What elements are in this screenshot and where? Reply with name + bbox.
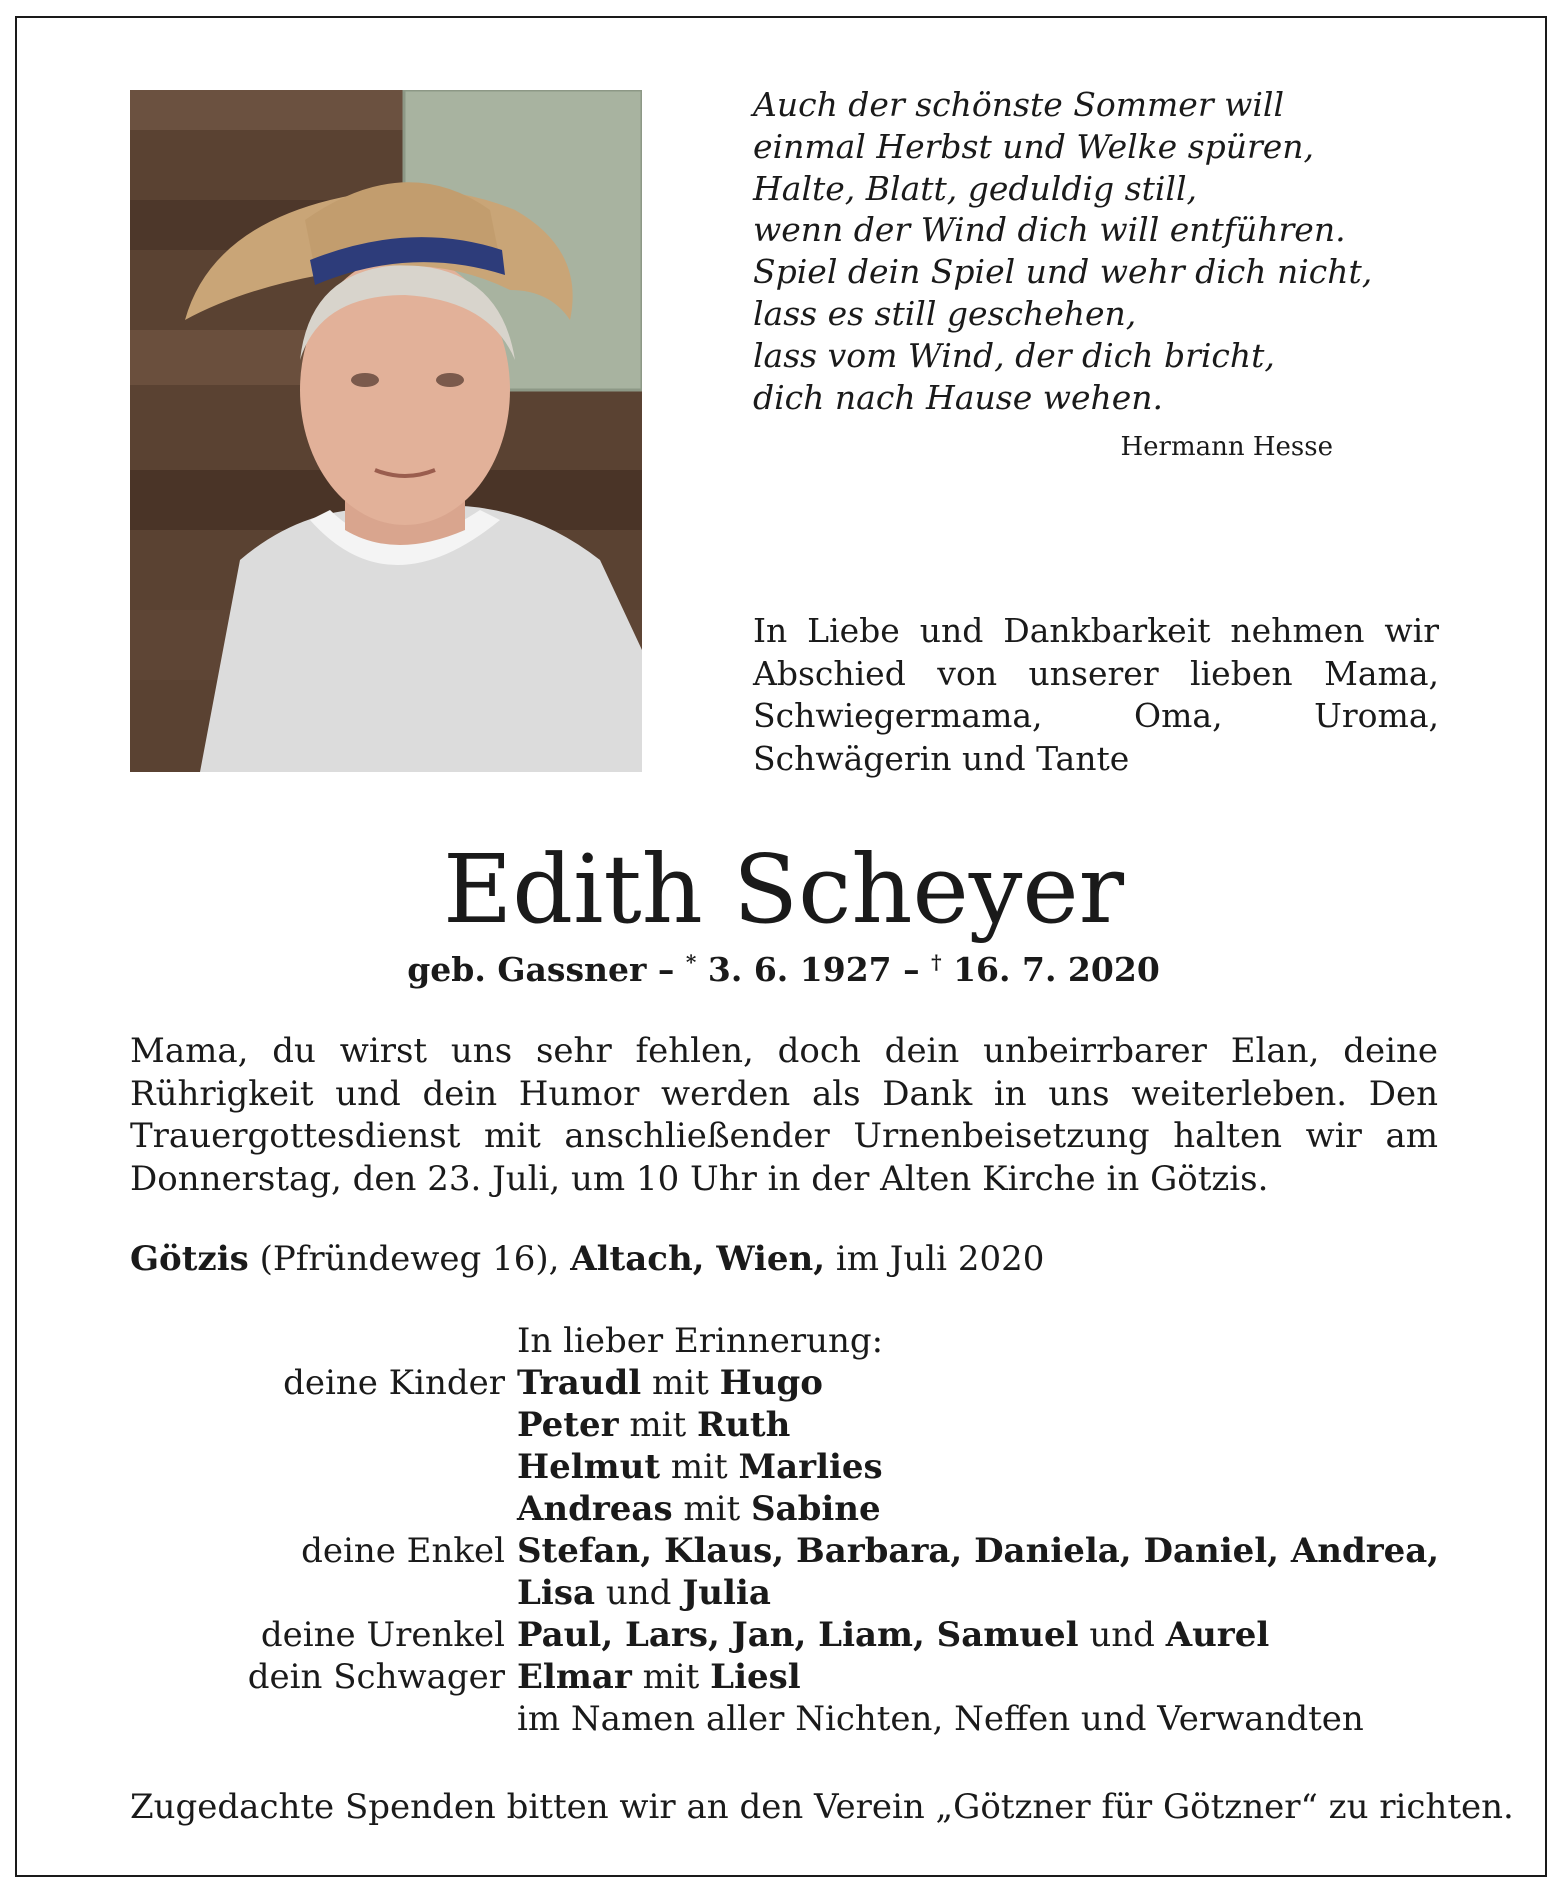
family-row — [130, 1656, 1440, 1698]
person-name: Lisa — [517, 1573, 595, 1613]
connector: und — [1089, 1615, 1155, 1655]
person-name: Elmar — [517, 1657, 632, 1697]
relation-label: dein Schwager — [247, 1657, 505, 1697]
poem — [753, 84, 1453, 418]
connector: mit — [629, 1405, 687, 1445]
poem-line: dich nach Hause wehen. — [753, 377, 1164, 417]
person-names: Paul, Lars, Jan, Liam, Samuel — [517, 1615, 1079, 1655]
poem-line: einmal Herbst und Welke spüren, — [753, 126, 1315, 166]
poem-line: lass es still geschehen, — [753, 293, 1137, 333]
died-symbol: † — [931, 950, 942, 974]
person-name: Sabine — [751, 1489, 881, 1529]
place-line — [130, 1238, 1438, 1280]
poem-line: lass vom Wind, der dich bricht, — [753, 335, 1275, 375]
relation-label: deine Enkel — [301, 1531, 505, 1571]
born-symbol: * — [685, 950, 697, 974]
person-name: Peter — [517, 1405, 619, 1445]
family-closing: im Namen aller Nichten, Neffen und Verwandten — [517, 1699, 1364, 1739]
relation-label: deine Urenkel — [260, 1615, 505, 1655]
family-row — [130, 1572, 1440, 1614]
person-name: Ruth — [696, 1405, 791, 1445]
family-intro: In lieber Erinnerung: — [517, 1321, 884, 1361]
family-row — [130, 1404, 1440, 1446]
poem-line: Spiel dein Spiel und wehr dich nicht, — [753, 252, 1373, 292]
poem-line: Halte, Blatt, geduldig still, — [753, 168, 1197, 208]
connector: mit — [642, 1657, 700, 1697]
family-row — [130, 1488, 1440, 1530]
person-name: Hugo — [719, 1363, 823, 1403]
place-date: im Juli 2020 — [835, 1239, 1045, 1279]
person-name: Helmut — [517, 1447, 661, 1487]
connector: mit — [652, 1363, 709, 1403]
life-dates: geb. Gassner – * 3. 6. 1927 – † 16. 7. 2020 — [407, 950, 1160, 989]
person-name: Liesl — [710, 1657, 801, 1697]
farewell-text: In Liebe und Dankbarkeit nehmen wir Abschied von unserer lieben Mama, Schwiegermama, Oma, Uroma, Schwägerin und Tante — [753, 611, 1439, 778]
family-row — [130, 1698, 1440, 1740]
family-intro-row — [130, 1320, 1440, 1362]
connector: und — [605, 1573, 672, 1613]
connector: mit — [670, 1447, 728, 1487]
message-text: Mama, du wirst uns sehr fehlen, doch dein unbeirrbarer Elan, deine Rührigkeit und dein Humor werden als Dank in uns weiterleben. Den Trauergottesdienst mit anschließender Urnenbeisetzung halten wir am Donnerstag, den 23. Juli, um 10 Uhr in der Alten Kirche in Götzis. — [130, 1031, 1438, 1199]
birth-name: geb. Gassner — [407, 950, 647, 989]
poem-line: wenn der Wind dich will entführen. — [753, 210, 1346, 250]
family-row — [130, 1446, 1440, 1488]
portrait-photo — [130, 90, 642, 772]
place-others: Altach, Wien, — [570, 1239, 826, 1279]
place-town: Götzis — [130, 1239, 249, 1279]
family-row — [130, 1362, 1440, 1404]
poem-author: Hermann Hesse — [1120, 432, 1333, 462]
person-name: Marlies — [738, 1447, 883, 1487]
person-name: Andreas — [517, 1489, 673, 1529]
family-list — [130, 1320, 1440, 1740]
person-name: Traudl — [517, 1363, 642, 1403]
donation-note: Zugedachte Spenden bitten wir an den Verein „Götzner für Götzner“ zu richten. — [130, 1787, 1514, 1827]
person-name: Aurel — [1165, 1615, 1270, 1655]
connector: mit — [683, 1489, 741, 1529]
poem-line: Auch der schönste Sommer will — [753, 85, 1284, 124]
place-address: (Pfründeweg 16), — [259, 1239, 560, 1279]
family-row — [130, 1530, 1440, 1572]
death-date: 16. 7. 2020 — [953, 950, 1160, 989]
relation-label: deine Kinder — [283, 1363, 505, 1403]
birth-date: 3. 6. 1927 — [707, 950, 892, 989]
family-row — [130, 1614, 1440, 1656]
person-name: Julia — [682, 1573, 771, 1613]
person-names: Stefan, Klaus, Barbara, Daniela, Daniel, Andrea, — [517, 1531, 1440, 1571]
deceased-name: Edith Scheyer — [442, 835, 1125, 945]
